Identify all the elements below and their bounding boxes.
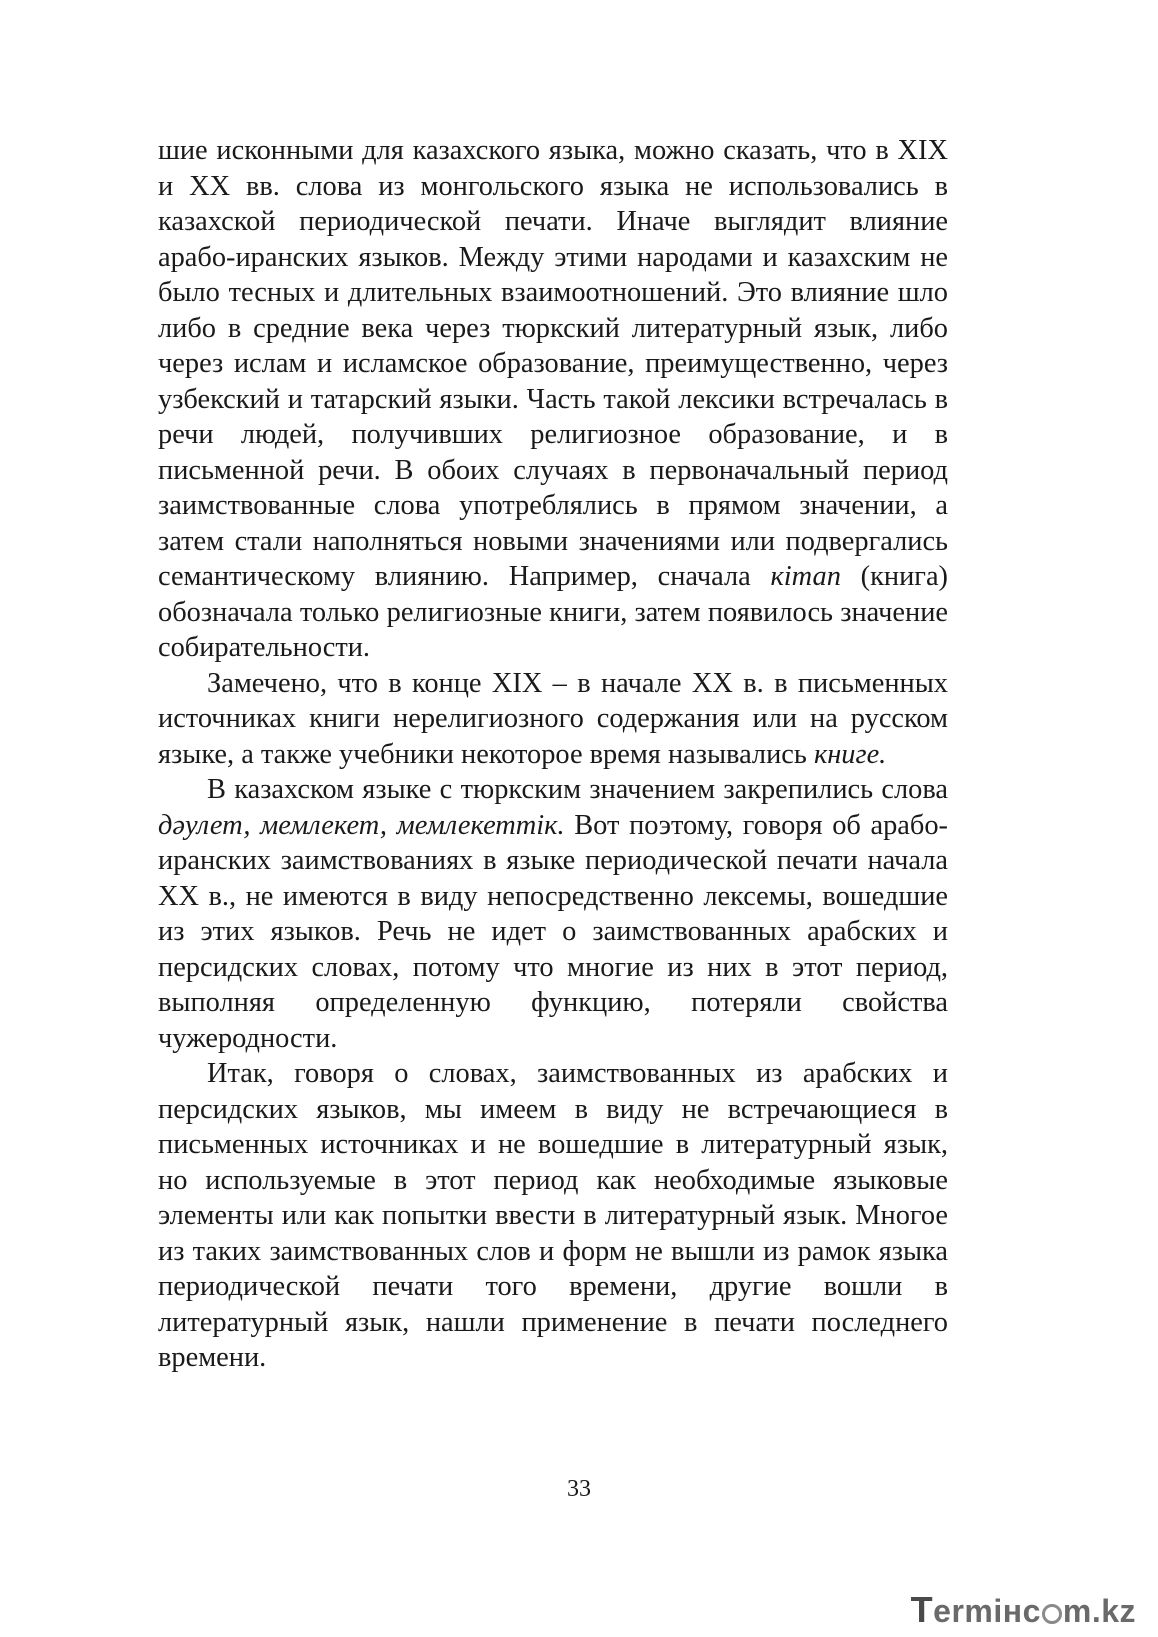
- termincom-watermark-logo: [911, 1589, 1136, 1631]
- paragraph: [158, 666, 948, 773]
- text-run: Итак, говоря о словах, заимствованных из арабских и персидских языков, мы имеем в виду не встречающиеся в письменных источниках и не вошедшие в литературный язык, но используемые в этот период как необходимые языковые элементы или как попытки ввести в литературный язык. Многое из таких заимствованных слов и форм не вышли из рамок языка периодической печати того времени, другие вошли в литературный язык, нашли применение в печати последнего времени.: [158, 1058, 948, 1373]
- magnifier-icon: [1042, 1604, 1062, 1624]
- italic-term: кітап: [770, 561, 841, 592]
- page-body: [158, 133, 948, 1376]
- paragraph: [158, 133, 948, 666]
- italic-term: дәулет, мемлекет, мемлекеттік.: [158, 809, 565, 841]
- text-run: (книга) обозначала только религиозные книги, затем появилось значение собирательности.: [158, 561, 948, 663]
- italic-term: книге.: [813, 738, 887, 770]
- page-number: 33: [567, 1476, 591, 1502]
- paragraph: [158, 1056, 948, 1376]
- watermark-letter-t: T: [910, 1589, 934, 1630]
- watermark-text-part2: m.kz: [1062, 1593, 1136, 1629]
- text-run: Замечено, что в конце XIX – в начале XX в. в письменных источниках книги нерелигиозного содержания или на русском языке, а также учебники некоторое время назывались: [158, 667, 948, 770]
- paragraph: [158, 772, 948, 1056]
- text-run: В казахском языке с тюркским значением закрепились слова: [207, 774, 948, 805]
- watermark-text-part1: ermінc: [933, 1593, 1041, 1629]
- text-run: шие исконными для казахского языка, можно сказать, что в XIX и XX вв. слова из монгольского языка не использовались в казахской периодической печати. Иначе выглядит влияние арабо-иранских языков. Между этими народами и казахским не было тесных и длительных взаимоотношений. Это влияние шло либо в средние века через тюркский литературный язык, либо через ислам и исламское образование, преимущественно, через узбекский и татарский языки. Часть такой лексики встречалась в речи людей, получивших религиозное образование, и в письменной речи. В обоих случаях в первоначальный период заимствованные слова употреблялись в прямом значении, а затем стали наполняться новыми значениями или подвергались семантическому влиянию. Например, сначала: [158, 135, 948, 592]
- text-run: Вот поэтому, говоря об арабо-иранских заимствованиях в языке периодической печати начала XX в., не имеются в виду непосредственно лексемы, вошедшие из этих языков. Речь не идет о заимствованных арабских и персидских словах, потому что многие из них в этот период, выполняя определенную функцию, потеряли свойства чужеродности.: [158, 809, 949, 1054]
